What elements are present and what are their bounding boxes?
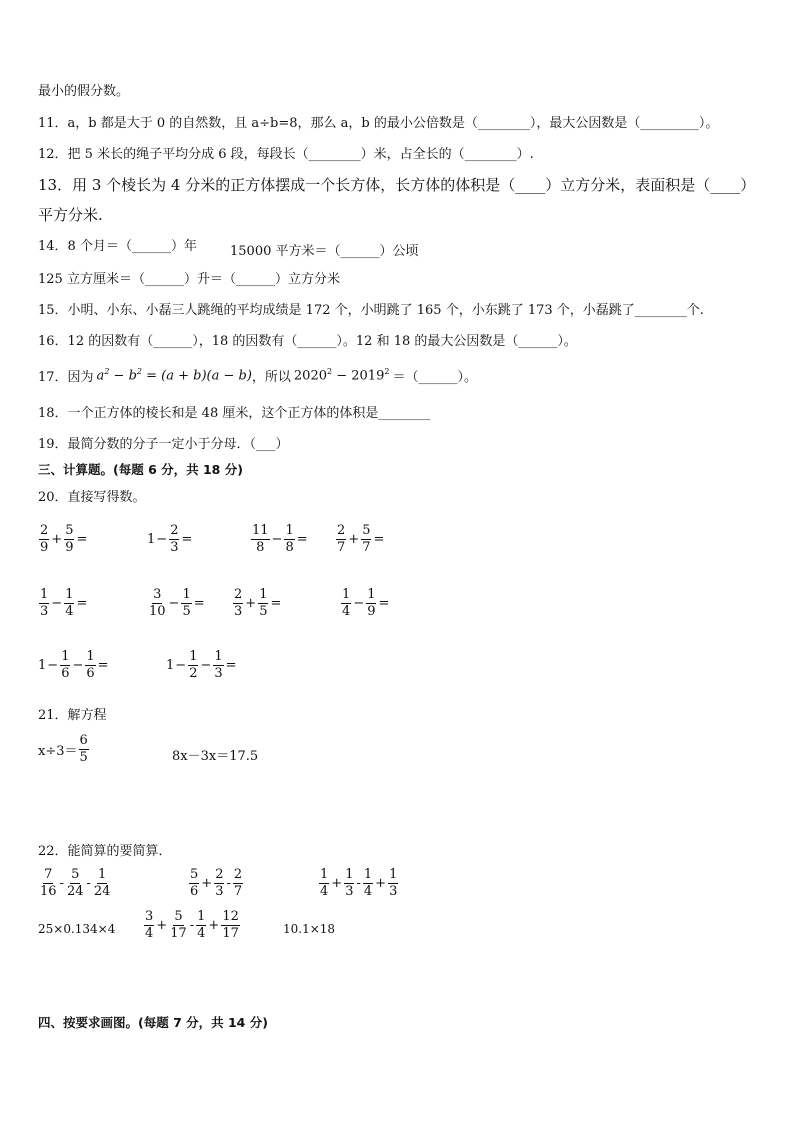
question-22: 22．能简算的要简算．	[38, 844, 172, 859]
q17-post: ＝（______）。	[392, 370, 477, 385]
question-14a: 14．8 个月＝（______）年	[38, 239, 197, 254]
question-21: 21．解方程	[38, 708, 107, 723]
question-20: 20．直接写得数。	[38, 490, 146, 505]
question-15: 15．小明、小东、小磊三人跳绳的平均成绩是 172 个，小明跳了 165 个，小东跳了 173 个，小磊跳了________个.	[38, 303, 704, 318]
question-12: 12．把 5 米长的绳子平均分成 6 段，每段长（________）米，占全长的（________）.	[38, 147, 534, 162]
q22-item-2: $\frac{5}{6}$ + $\frac{2}{3}$ - $\frac{2}{7}$	[190, 867, 243, 899]
q21-equation-2: 8x－3x＝17.5	[172, 749, 259, 764]
question-13: 13．用 3 个棱长为 4 分米的正方体摆成一个长方体，长方体的体积是（____）立方分米，表面积是（____）	[38, 176, 756, 194]
q17-numbers: $2020^2 - 2019^2$	[293, 367, 390, 384]
q20-item-10: 1 − $\frac{1}{2}$ − $\frac{1}{3}$ =	[166, 649, 237, 681]
q22-item-4: 25×0.134×4	[38, 922, 116, 936]
question-14b: 15000 平方米＝（______）公顷	[230, 244, 419, 259]
q22-item-1: $\frac{7}{16}$ - $\frac{5}{24}$ - $\frac{1}{24}$	[40, 867, 111, 899]
q20-item-6: $\frac{3}{10}$ − $\frac{1}{5}$ =	[149, 587, 205, 619]
question-18: 18．一个正方体的棱长和是 48 厘米，这个正方体的体积是________	[38, 406, 431, 421]
q17-identity: $a^2 - b^2 = (a + b)(a - b)$	[96, 367, 252, 384]
q21-equation-1: x÷3＝ $\frac{6}{5}$	[38, 733, 88, 765]
q20-item-2: 1 − $\frac{2}{3}$ =	[147, 523, 193, 555]
q17-mid: ，所以	[251, 370, 291, 385]
question-16: 16．12 的因数有（______），18 的因数有（______）。12 和 18 的最大公因数是（______）。	[38, 334, 577, 349]
question-11: 11．a，b 都是大于 0 的自然数，且 a÷b=8，那么 a，b 的最小公倍数是（________），最大公因数是（_________）。	[38, 116, 719, 131]
q21-eq1-prefix: x÷3＝	[38, 743, 78, 759]
q17-prefix: 17．因为	[38, 370, 94, 385]
q20-item-4: $\frac{2}{7}$ + $\frac{5}{7}$ =	[337, 523, 385, 555]
q20-item-7: $\frac{2}{3}$ + $\frac{1}{5}$ =	[234, 587, 282, 619]
question-14c: 125 立方厘米＝（______）升＝（______）立方分米	[38, 272, 340, 287]
line-intro: 最小的假分数。	[38, 84, 130, 99]
q22-item-5: $\frac{3}{4}$ + $\frac{5}{17}$ - $\frac{1}{4}$ + $\frac{12}{17}$	[145, 909, 239, 941]
q20-item-8: $\frac{1}{4}$ − $\frac{1}{9}$ =	[342, 587, 390, 619]
question-17	[38, 366, 477, 385]
section-4-heading: 四、按要求画图。(每题 7 分，共 14 分)	[38, 1015, 268, 1030]
question-13-cont: 平方分米.	[38, 206, 103, 224]
question-19: 19．最简分数的分子一定小于分母．（___）	[38, 437, 289, 452]
q22-item-3: $\frac{1}{4}$ + $\frac{1}{3}$ - $\frac{1}{4}$ + $\frac{1}{3}$	[320, 867, 398, 899]
q20-item-9: 1 − $\frac{1}{6}$ − $\frac{1}{6}$ =	[38, 649, 109, 681]
q20-item-1: $\frac{2}{9}$ + $\frac{5}{9}$ =	[40, 523, 88, 555]
q22-item-6: 10.1×18	[283, 922, 336, 936]
q20-item-5: $\frac{1}{3}$ − $\frac{1}{4}$ =	[40, 587, 88, 619]
q20-item-3: $\frac{11}{8}$ − $\frac{1}{8}$ =	[252, 523, 308, 555]
section-3-heading: 三、计算题。(每题 6 分，共 18 分)	[38, 462, 243, 477]
